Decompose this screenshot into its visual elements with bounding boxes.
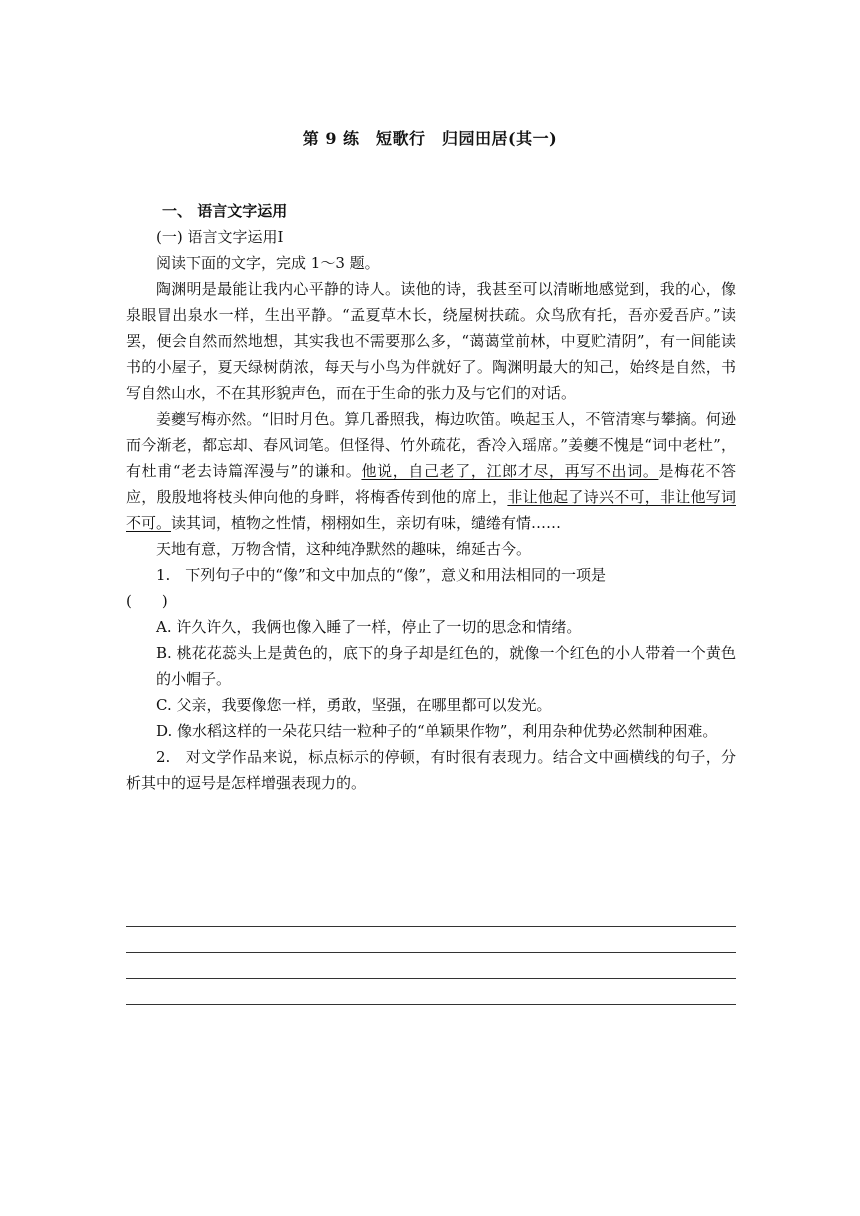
answer-line (126, 952, 736, 953)
question-2-stem: 2. 对文学作品来说，标点标示的停顿，有时很有表现力。结合文中画横线的句子，分析其中的逗号是怎样增强表现力的。 (126, 748, 736, 792)
underlined-sentence: 他说，自己老了，江郎才尽，再写不出词。 (361, 462, 659, 480)
answer-line (126, 1004, 736, 1005)
underlined-sentence: 非让他起了诗兴不可，非让他写词不可。 (126, 488, 736, 532)
option-c: C. 父亲，我要像您一样，勇敢，坚强，在哪里都可以发光。 (156, 696, 552, 714)
passage-text: 是梅花不答应，殷殷地将枝头伸向他的身畔，将梅香传到他的席上， (126, 462, 736, 506)
instruction: 阅读下面的文字，完成 1～3 题。 (156, 254, 380, 272)
passage-text: 姜夔写梅亦然。“旧时月色。算几番照我，梅边吹笛。唤起玉人，不管清寒与攀摘。何逊而今渐老，都忘却、春风词笔。但怪得、竹外疏花，香冷入瑶席。”姜夔不愧是“词中老杜”，有杜甫“老去诗篇浑漫与”的谦和。 (126, 410, 736, 480)
answer-parentheses: ( ) (126, 592, 168, 610)
option-b: B. 桃花花蕊头上是黄色的，底下的身子却是红色的，就像一个红色的小人带着一个黄色的小帽子。 (156, 644, 736, 688)
question-1-stem: 1. 下列句子中的“像”和文中加点的“像”，意义和用法相同的一项是 (156, 566, 606, 584)
page-title: 第 9 练 短歌行 归园田居(其一) (302, 129, 558, 148)
content-body (126, 198, 736, 796)
passage-paragraph-2 (126, 406, 736, 536)
answer-lines (126, 926, 736, 1030)
passage-text: 读其词，植物之性情，栩栩如生，亲切有味，缱绻有情…… (171, 514, 562, 532)
answer-line (126, 926, 736, 927)
passage-paragraph-3: 天地有意，万物含情，这种纯净默然的趣味，绵延古今。 (156, 540, 532, 558)
option-d: D. 像水稻这样的一朵花只结一粒种子的“单颖果作物”，利用杂种优势必然制种困难。 (156, 722, 718, 740)
subsection-heading: (一) 语言文字运用Ⅰ (156, 228, 284, 246)
section-heading: 一、 语言文字运用 (162, 202, 288, 220)
passage-paragraph-1: 陶渊明是最能让我内心平静的诗人。读他的诗，我甚至可以清晰地感觉到，我的心，像泉眼冒出泉水一样，生出平静。“孟夏草木长，绕屋树扶疏。众鸟欣有托，吾亦爱吾庐。”读罢，便会自然而然地想，其实我也不需要那么多，“蔼蔼堂前林，中夏贮清阴”，有一间能读书的小屋子，夏天绿树荫浓，每天与小鸟为伴就好了。陶渊明最大的知己，始终是自然，书写自然山水，不在其形貌声色，而在于生命的张力及与它们的对话。 (126, 280, 736, 402)
option-a: A. 许久许久，我俩也像入睡了一样，停止了一切的思念和情绪。 (156, 618, 582, 636)
answer-line (126, 978, 736, 979)
